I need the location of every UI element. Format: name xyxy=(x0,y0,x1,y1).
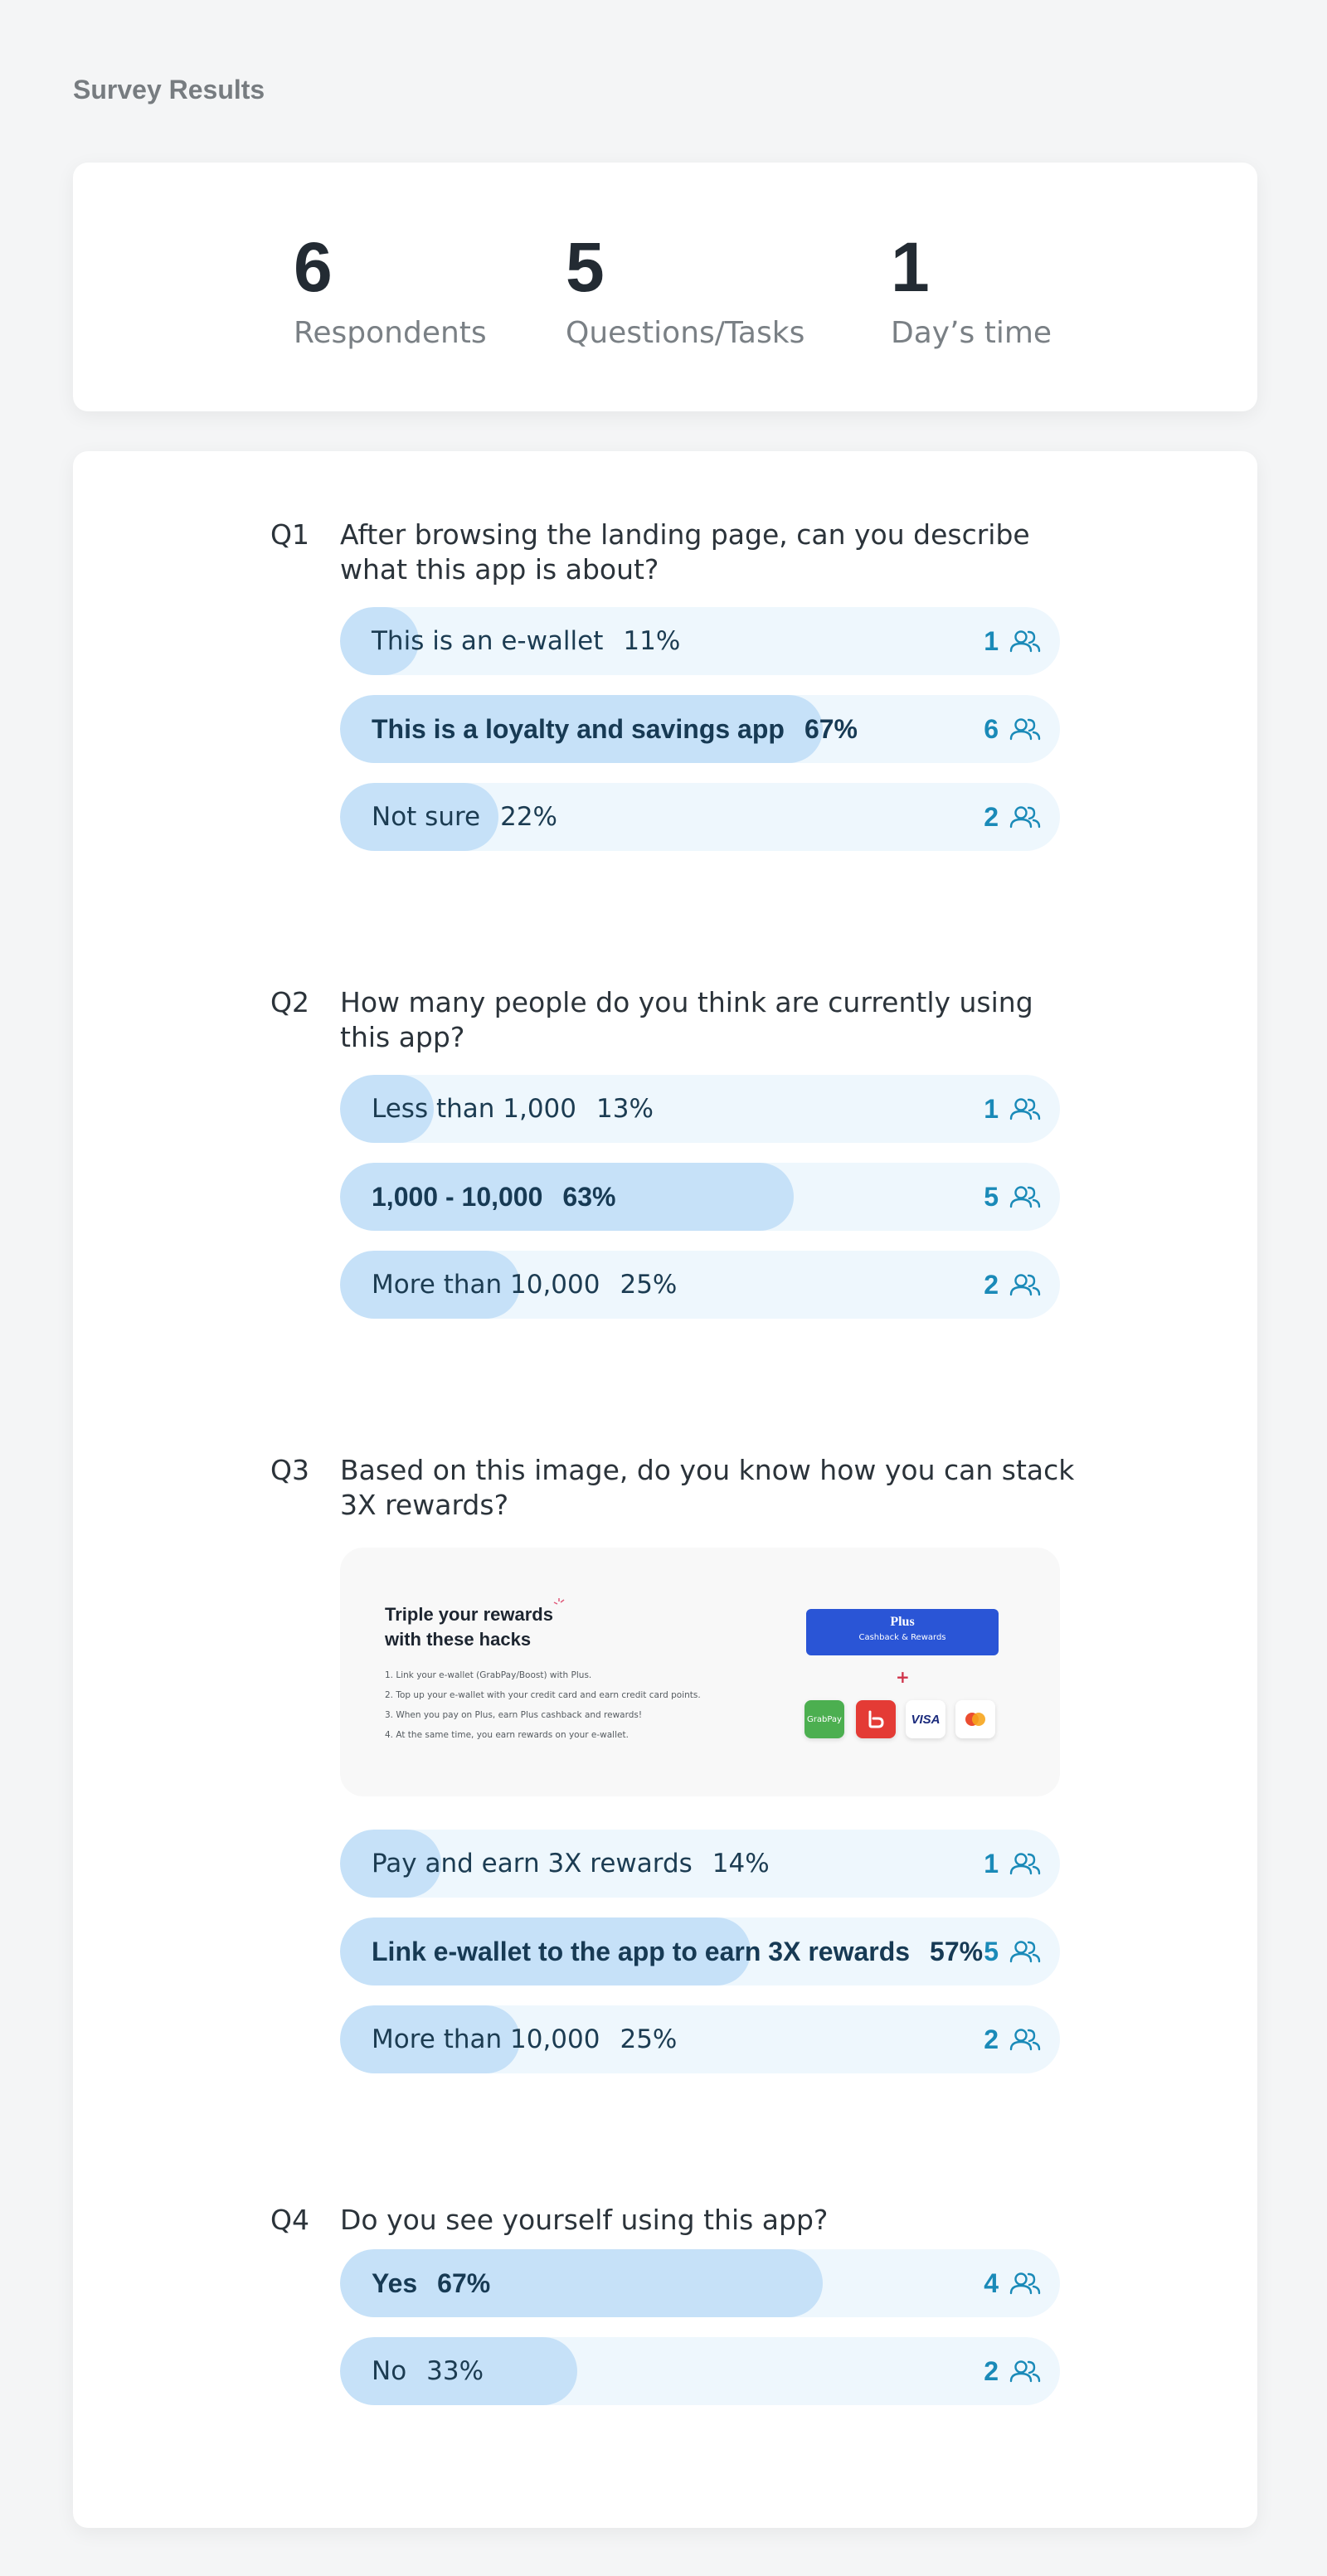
answer-options xyxy=(340,2249,1060,2425)
boost-logo-icon xyxy=(865,1708,887,1730)
plus-badge-title: Plus xyxy=(890,1615,915,1629)
question-1 xyxy=(270,518,1141,832)
option-label xyxy=(372,695,858,763)
option-text: More than 10,000 xyxy=(372,2024,600,2054)
option-percent: 14% xyxy=(712,1849,770,1879)
respondent-count: 2 xyxy=(984,2024,999,2054)
users-icon xyxy=(1009,804,1042,829)
stat-days xyxy=(891,228,1052,350)
option-text: More than 10,000 xyxy=(372,1270,600,1300)
option-label xyxy=(372,2337,484,2405)
plus-badge-subtitle: Cashback & Rewards xyxy=(858,1633,946,1642)
option-percent: 25% xyxy=(620,2024,678,2054)
promo-step: 3. When you pay on Plus, earn Plus cashback and rewards! xyxy=(385,1710,643,1720)
respondent-count: 1 xyxy=(984,1849,999,1879)
promo-step: 2. Top up your e-wallet with your credit card and earn credit card points. xyxy=(385,1690,701,1700)
option-text: Yes xyxy=(372,2268,418,2298)
option-label xyxy=(372,607,680,675)
option-percent: 11% xyxy=(623,626,681,656)
question-text: Do you see yourself using this app? xyxy=(340,2204,829,2236)
stats-card xyxy=(73,163,1257,411)
stat-label: Questions/Tasks xyxy=(566,316,805,350)
mastercard-logo-icon xyxy=(963,1711,988,1728)
answer-option xyxy=(340,1917,1060,1985)
promo-step: 4. At the same time, you earn rewards on your e-wallet. xyxy=(385,1730,629,1740)
rewards-promo-image xyxy=(340,1548,1060,1796)
respondent-count: 4 xyxy=(984,2268,999,2298)
option-percent: 67% xyxy=(437,2268,491,2298)
users-icon xyxy=(1009,2271,1042,2296)
answer-options xyxy=(340,1075,1060,1339)
answer-option xyxy=(340,1251,1060,1319)
option-percent: 63% xyxy=(562,1182,616,1212)
stat-respondents xyxy=(294,228,487,350)
option-text: Not sure xyxy=(372,802,481,832)
option-label xyxy=(372,2249,490,2317)
question-number: Q4 xyxy=(270,2204,309,2236)
stat-label: Day’s time xyxy=(891,316,1052,350)
question-2 xyxy=(270,985,1141,1300)
question-number: Q2 xyxy=(270,986,309,1018)
plus-cashback-badge xyxy=(806,1609,999,1655)
users-icon xyxy=(1009,1096,1042,1121)
option-text: Less than 1,000 xyxy=(372,1094,577,1124)
users-icon xyxy=(1009,1272,1042,1297)
answer-option xyxy=(340,2337,1060,2405)
answer-option xyxy=(340,695,1060,763)
users-icon xyxy=(1009,1851,1042,1876)
answer-option xyxy=(340,2005,1060,2073)
option-percent: 22% xyxy=(500,802,558,832)
questions-card xyxy=(73,451,1257,2528)
users-icon xyxy=(1009,2027,1042,2052)
respondent-count: 2 xyxy=(984,2356,999,2386)
question-number: Q3 xyxy=(270,1454,309,1486)
answer-options xyxy=(340,1830,1060,2073)
answer-option xyxy=(340,783,1060,851)
grabpay-icon: GrabPay xyxy=(804,1700,844,1738)
option-label xyxy=(372,1163,615,1231)
users-icon xyxy=(1009,1939,1042,1964)
option-label xyxy=(372,1917,983,1985)
option-label xyxy=(372,783,557,851)
users-icon xyxy=(1009,2359,1042,2384)
stat-value: 6 xyxy=(294,228,333,306)
respondent-count: 1 xyxy=(984,626,999,656)
plus-sign: + xyxy=(896,1667,910,1687)
question-number: Q1 xyxy=(270,518,309,551)
option-percent: 13% xyxy=(596,1094,654,1124)
option-label xyxy=(372,1251,677,1319)
answer-option xyxy=(340,1163,1060,1231)
question-text: Based on this image, do you know how you can stack 3X rewards? xyxy=(340,1454,1075,1521)
stat-questions xyxy=(566,228,805,350)
respondent-count: 5 xyxy=(984,1182,999,1212)
sparkle-icon xyxy=(552,1597,566,1611)
question-text: How many people do you think are currently using this app? xyxy=(340,986,1033,1053)
visa-icon: VISA xyxy=(906,1700,945,1738)
promo-title: Triple your rewards with these hacks xyxy=(385,1604,553,1650)
option-text: This is an e-wallet xyxy=(372,626,604,656)
users-icon xyxy=(1009,717,1042,741)
respondent-count: 2 xyxy=(984,1270,999,1300)
users-icon xyxy=(1009,629,1042,654)
stat-value: 1 xyxy=(891,228,930,306)
page-title: Survey Results xyxy=(73,75,265,104)
respondent-count: 5 xyxy=(984,1937,999,1966)
option-label xyxy=(372,1830,770,1898)
stat-value: 5 xyxy=(566,228,605,306)
answer-option xyxy=(340,1075,1060,1143)
answer-option xyxy=(340,2249,1060,2317)
respondent-count: 6 xyxy=(984,714,999,744)
option-text: No xyxy=(372,2356,407,2386)
option-text: This is a loyalty and savings app xyxy=(372,714,785,744)
option-text: 1,000 - 10,000 xyxy=(372,1182,543,1212)
respondent-count: 1 xyxy=(984,1094,999,1124)
option-label xyxy=(372,2005,677,2073)
users-icon xyxy=(1009,1184,1042,1209)
answer-option xyxy=(340,607,1060,675)
respondent-count: 2 xyxy=(984,802,999,832)
question-text: After browsing the landing page, can you describe what this app is about? xyxy=(340,518,1030,586)
promo-steps xyxy=(385,1665,701,1745)
option-label xyxy=(372,1075,654,1143)
option-text: Pay and earn 3X rewards xyxy=(372,1849,693,1879)
stat-label: Respondents xyxy=(294,316,487,350)
option-percent: 67% xyxy=(804,714,858,744)
mastercard-icon xyxy=(955,1700,995,1738)
option-percent: 33% xyxy=(426,2356,484,2386)
boost-icon xyxy=(856,1700,896,1738)
promo-step: 1. Link your e-wallet (GrabPay/Boost) with Plus. xyxy=(385,1670,592,1680)
option-percent: 25% xyxy=(620,1270,678,1300)
answer-option xyxy=(340,1830,1060,1898)
answer-options xyxy=(340,607,1060,871)
option-percent: 57% xyxy=(930,1937,984,1966)
option-text: Link e-wallet to the app to earn 3X rewards xyxy=(372,1937,911,1966)
question-3 xyxy=(270,1453,1141,2054)
question-4 xyxy=(270,2203,1141,2386)
